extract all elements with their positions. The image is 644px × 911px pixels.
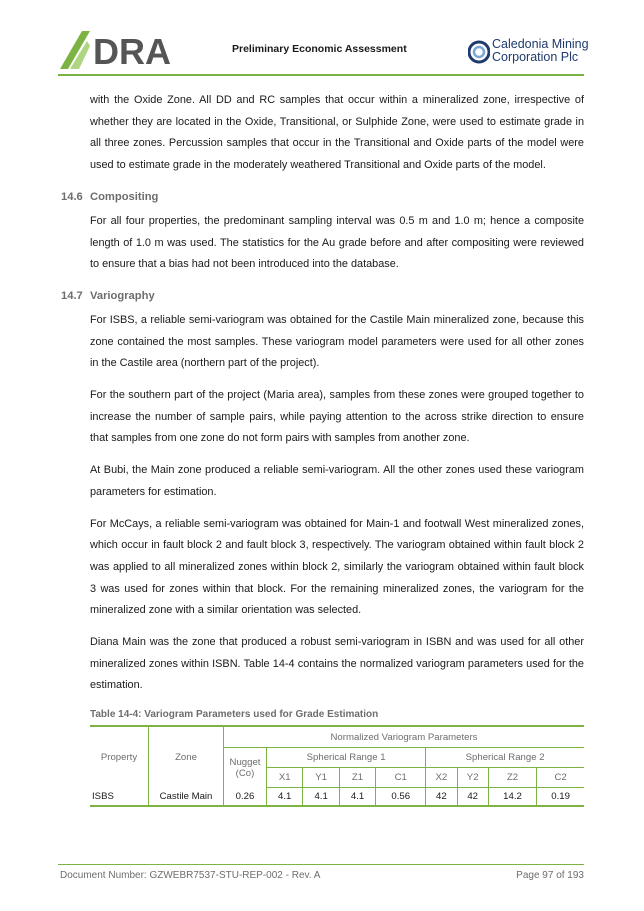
variography-paragraph-isbs: For ISBS, a reliable semi-variogram was obtained for the Castile Main mineralized zone, because this zone contained the most samples. These variogram model parameters were used for all other zones in the Castile area (northern part of the project). (90, 313, 584, 370)
c1-header: C1 (376, 768, 426, 788)
x2-header: X2 (426, 768, 457, 788)
z1-header: Z1 (339, 768, 375, 788)
property-header: Property (90, 726, 149, 788)
cell-y2: 42 (457, 788, 488, 807)
x1-header: X1 (267, 768, 303, 788)
section-title: Compositing (90, 190, 159, 203)
cell-z1: 4.1 (339, 788, 375, 807)
dra-logo-text: DRA (93, 31, 171, 69)
variography-paragraph-diana: Diana Main was the zone that produced a robust semi-variogram in ISBN and was used for all other mineralized zones within ISBN. Table 14-4 contains the normalized variogram parameters used for the estimation. (90, 636, 584, 692)
caledonia-line-2: Corporation Plc (492, 50, 579, 64)
section-heading-variography (61, 290, 555, 302)
cell-nugget: 0.26 (224, 788, 267, 807)
range1-header: Spherical Range 1 (267, 748, 426, 768)
table-header-row (90, 726, 584, 748)
dra-logo (60, 31, 198, 69)
group-header: Normalized Variogram Parameters (224, 726, 585, 748)
y2-header: Y2 (457, 768, 488, 788)
cell-zone: Castile Main (149, 788, 224, 807)
cell-x2: 42 (426, 788, 457, 807)
c2-header: C2 (537, 768, 584, 788)
variogram-table (90, 725, 584, 807)
header-divider (58, 74, 584, 76)
section-heading-compositing (61, 191, 555, 203)
zone-header: Zone (149, 726, 224, 788)
cell-property: ISBS (90, 788, 149, 807)
caledonia-logo (468, 37, 608, 71)
compositing-paragraph: For all four properties, the predominant sampling interval was 0.5 m and 1.0 m; hence a composite length of 1.0 m was used. The statistics for the Au grade before and after compositing were reviewed to ensure that a bias had not been introduced into the database. (90, 214, 584, 271)
page-number: Page 97 of 193 (516, 870, 584, 881)
variography-paragraph-mccays: For McCays, a reliable semi-variogram was obtained for Main-1 and footwall West mineralized zones, which occur in fault block 2 and fault block 3, respectively. The variogram obtained within fault block 2 was applied to all mineralized zones within block 2, similarly the variogram obtained within fault block 3 was used for zones within that block. For the remaining mineralized zones, the variogram for the mineralized zone with a similar orientation was selected. (90, 517, 584, 617)
footer-divider (58, 864, 584, 865)
cell-x1: 4.1 (267, 788, 303, 807)
caledonia-emblem-icon (468, 37, 490, 67)
header-title: Preliminary Economic Assessment (232, 43, 407, 55)
nugget-header: Nugget (Co) (224, 748, 267, 788)
cell-c2: 0.19 (537, 788, 584, 807)
intro-paragraph: with the Oxide Zone. All DD and RC samples that occur within a mineralized zone, irrespective of whether they are located in the Oxide, Transitional, or Sulphide Zone, were used to estimate grade in all three zones. Percussion samples that occur in the Transitional and Oxide parts of the model were used to estimate grade in the moderately weathered Transitional and Oxide parts of the model. (90, 94, 584, 172)
variography-paragraph-bubi: At Bubi, the Main zone produced a reliable semi-variogram. All the other zones used these variogram parameters for estimation. (90, 464, 584, 498)
document-number: Document Number: GZWEBR7537-STU-REP-002 - Rev. A (60, 870, 321, 881)
table-caption: Table 14-4: Variogram Parameters used for Grade Estimation (90, 709, 379, 721)
variography-paragraph-maria: For the southern part of the project (Maria area), samples from these zones were grouped together to increase the number of sample pairs, while paying attention to the across strike direction to ensure that samples from one zone do not form pairs with samples from another zone. (90, 389, 584, 445)
section-number: 14.7 (61, 289, 83, 302)
y1-header: Y1 (303, 768, 339, 788)
page-body (61, 90, 584, 807)
section-title: Variography (90, 289, 155, 302)
range2-header: Spherical Range 2 (426, 748, 584, 768)
table-row (90, 788, 584, 807)
caledonia-line-1: Caledonia Mining (492, 37, 589, 51)
page-header (0, 0, 644, 80)
section-number: 14.6 (61, 190, 83, 203)
cell-z2: 14.2 (488, 788, 536, 807)
cell-c1: 0.56 (376, 788, 426, 807)
cell-y1: 4.1 (303, 788, 339, 807)
z2-header: Z2 (488, 768, 536, 788)
